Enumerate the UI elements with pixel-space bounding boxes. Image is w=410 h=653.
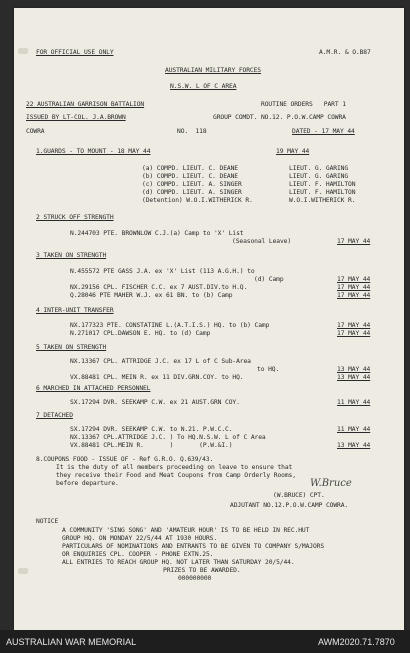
guard-row-left: (c) COMPD. LIEUT. A. SINGER — [142, 181, 242, 188]
section-heading: 3 TAKEN ON STRENGTH — [36, 252, 107, 259]
footer-accession: AWM2020.71.7870 — [318, 637, 395, 647]
entry-line: SX.17294 DVR. SEEKAMP C.W. ex 21 AUST.GRN COY. — [70, 399, 240, 406]
entry-line: to HQ. — [257, 366, 280, 373]
entry-line: N.244703 PTE. BROWNLOW C.J.(a) Camp to 'X' List — [70, 230, 244, 237]
body-line: they receive their Food and Meat Coupons from Camp Orderly Rooms, — [56, 472, 296, 479]
guard-row-left: (b) COMPD. LIEUT. C. DEANE — [142, 173, 238, 180]
entry-date: 17 MAY 44 — [337, 238, 371, 245]
area-label: N.S.W. L OF C AREA — [170, 83, 237, 90]
guard-row-right: LIEUT. G. GARING — [289, 173, 349, 180]
entry-line: NX.29156 CPL. FISCHER C.C. ex 7 AUST.DIV.to H.Q. — [70, 284, 248, 291]
guards-date-2: 19 MAY 44 — [276, 148, 310, 155]
section-guards-heading: 1.GUARDS - TO MOUNT - 18 MAY 44 — [36, 148, 151, 155]
restricted-label: FOR OFFICIAL USE ONLY — [36, 49, 114, 56]
archive-footer — [0, 630, 410, 653]
group-label: GROUP COMDT. NO.12. P.O.W.CAMP COWRA — [213, 114, 346, 121]
section-heading: 4 INTER-UNIT TRANSFER — [36, 307, 114, 314]
guard-row-right: LIEUT. F. HAMILTON — [289, 181, 356, 188]
section-heading: 5 TAKEN ON STRENGTH — [36, 344, 107, 351]
document-title: AUSTRALIAN MILITARY FORCES — [165, 67, 261, 74]
entry-date: 17 MAY 44 — [337, 330, 371, 337]
entry-date: 13 MAY 44 — [337, 366, 371, 373]
guard-row-left: (Detention) W.O.I.WITHERICK R. — [142, 197, 253, 204]
entry-line: NX.13367 CPL.ATTRIDGE J.C. ) To HQ.N.S.W. L of C Area — [70, 434, 266, 441]
signatory-role: ADJUTANT NO.12.P.O.W.CAMP COWRA. — [230, 502, 349, 509]
punch-hole — [18, 568, 28, 574]
entry-line: N.271017 CPL.DAWSON E. HQ. to (d) Camp — [70, 330, 211, 337]
body-line: before departure. — [56, 480, 119, 487]
punch-hole — [18, 48, 28, 54]
entry-date: 17 MAY 44 — [337, 284, 371, 291]
place-label: COWRA — [26, 128, 45, 135]
section-heading: 7 DETACHED — [36, 412, 73, 419]
notice-line: GROUP HQ. ON MONDAY 22/5/44 AT 1930 HOURS. — [62, 535, 218, 542]
dated-label: DATED - 17 MAY 44 — [292, 128, 355, 135]
order-number: NO. 118 — [177, 128, 207, 135]
section-heading: 8.COUPONS FOOD - ISSUE OF - Ref G.R.O. Q.639/43. — [36, 456, 214, 463]
guard-row-right: LIEUT. F. HAMILTON — [289, 189, 356, 196]
entry-date: 13 MAY 44 — [337, 442, 371, 449]
entry-date: 11 MAY 44 — [337, 399, 371, 406]
form-number: A.M.R. & O.B87 — [319, 49, 371, 56]
signatory-name: (W.BRUCE) CPT. — [273, 492, 325, 499]
entry-date: 17 MAY 44 — [337, 322, 371, 329]
notice-line: PARTICULARS OF NOMINATIONS AND ENTRANTS TO BE GIVEN TO COMPANY S/MAJORS — [62, 543, 325, 550]
entry-date: 17 MAY 44 — [337, 276, 371, 283]
entry-line: N.455572 PTE GASS J.A. ex 'X' List (113 A.G.H.) to — [70, 268, 255, 275]
section-heading: 2 STRUCK OFF STRENGTH — [36, 214, 114, 221]
notice-line: PRIZES TO BE AWARDED. — [163, 567, 241, 574]
entry-line: (d) Camp — [254, 276, 284, 283]
notice-divider: 000000000 — [178, 575, 212, 582]
footer-source: AUSTRALIAN WAR MEMORIAL — [6, 637, 137, 647]
entry-line: Q.28046 PTE MAHER W.J. ex 61 BN. to (b) Camp — [70, 292, 233, 299]
notice-line: A COMMUNITY 'SING SONG' AND 'AMATEUR HOUR' IS TO BE HELD IN REC.HUT — [62, 527, 310, 534]
entry-line: SX.17294 DVR. SEEKAMP C.W. to N.21. P.W.C.C. — [70, 426, 233, 433]
entry-line: NX.13367 CPL. ATTRIDGE J.C. ex 17 L of C Sub-Area — [70, 358, 251, 365]
entry-date: 13 MAY 44 — [337, 374, 371, 381]
guard-row-right: LIEUT. G. GARING — [289, 165, 349, 172]
entry-line: VX.88481 CPL. MEIN R. ex 11 DIV.GRN.COY. to HQ. — [70, 374, 244, 381]
body-line: It is the duty of all members proceeding on leave to ensure that — [56, 464, 293, 471]
guard-row-left: (a) COMPD. LIEUT. C. DEANE — [142, 165, 238, 172]
entry-line: VX.88481 CPL.MEIN R. ) (P.W.&I.) — [70, 442, 233, 449]
guard-row-right: W.O.I.WITHERICK R. — [289, 197, 356, 204]
entry-line: NX.177323 PTE. CONSTATINE L.(A.T.I.S.) HQ. to (b) Camp — [70, 322, 270, 329]
entry-date: 17 MAY 44 — [337, 292, 371, 299]
document-page — [14, 8, 404, 630]
notice-heading: NOTICE — [36, 518, 59, 525]
notice-line: OR ENQUIRIES CPL. COOPER - PHONE EXTN.25. — [62, 551, 214, 558]
section-heading: 6 MARCHED IN ATTACHED PERSONNEL — [36, 385, 151, 392]
orders-label: ROUTINE ORDERS PART 1 — [261, 101, 346, 108]
battalion-label: 22 AUSTRALIAN GARRISON BATTALION — [26, 101, 145, 108]
issued-by: ISSUED BY LT-COL. J.A.BROWN — [26, 114, 126, 121]
entry-line: (Seasonal Leave) — [232, 238, 292, 245]
handwritten-signature: W.Bruce — [310, 478, 352, 489]
entry-date: 11 MAY 44 — [337, 426, 371, 433]
guard-row-left: (d) COMPD. LIEUT. A. SINGER — [142, 189, 242, 196]
notice-line: ALL ENTRIES TO REACH GROUP HQ. NOT LATER THAN SATURDAY 20/5/44. — [62, 559, 295, 566]
